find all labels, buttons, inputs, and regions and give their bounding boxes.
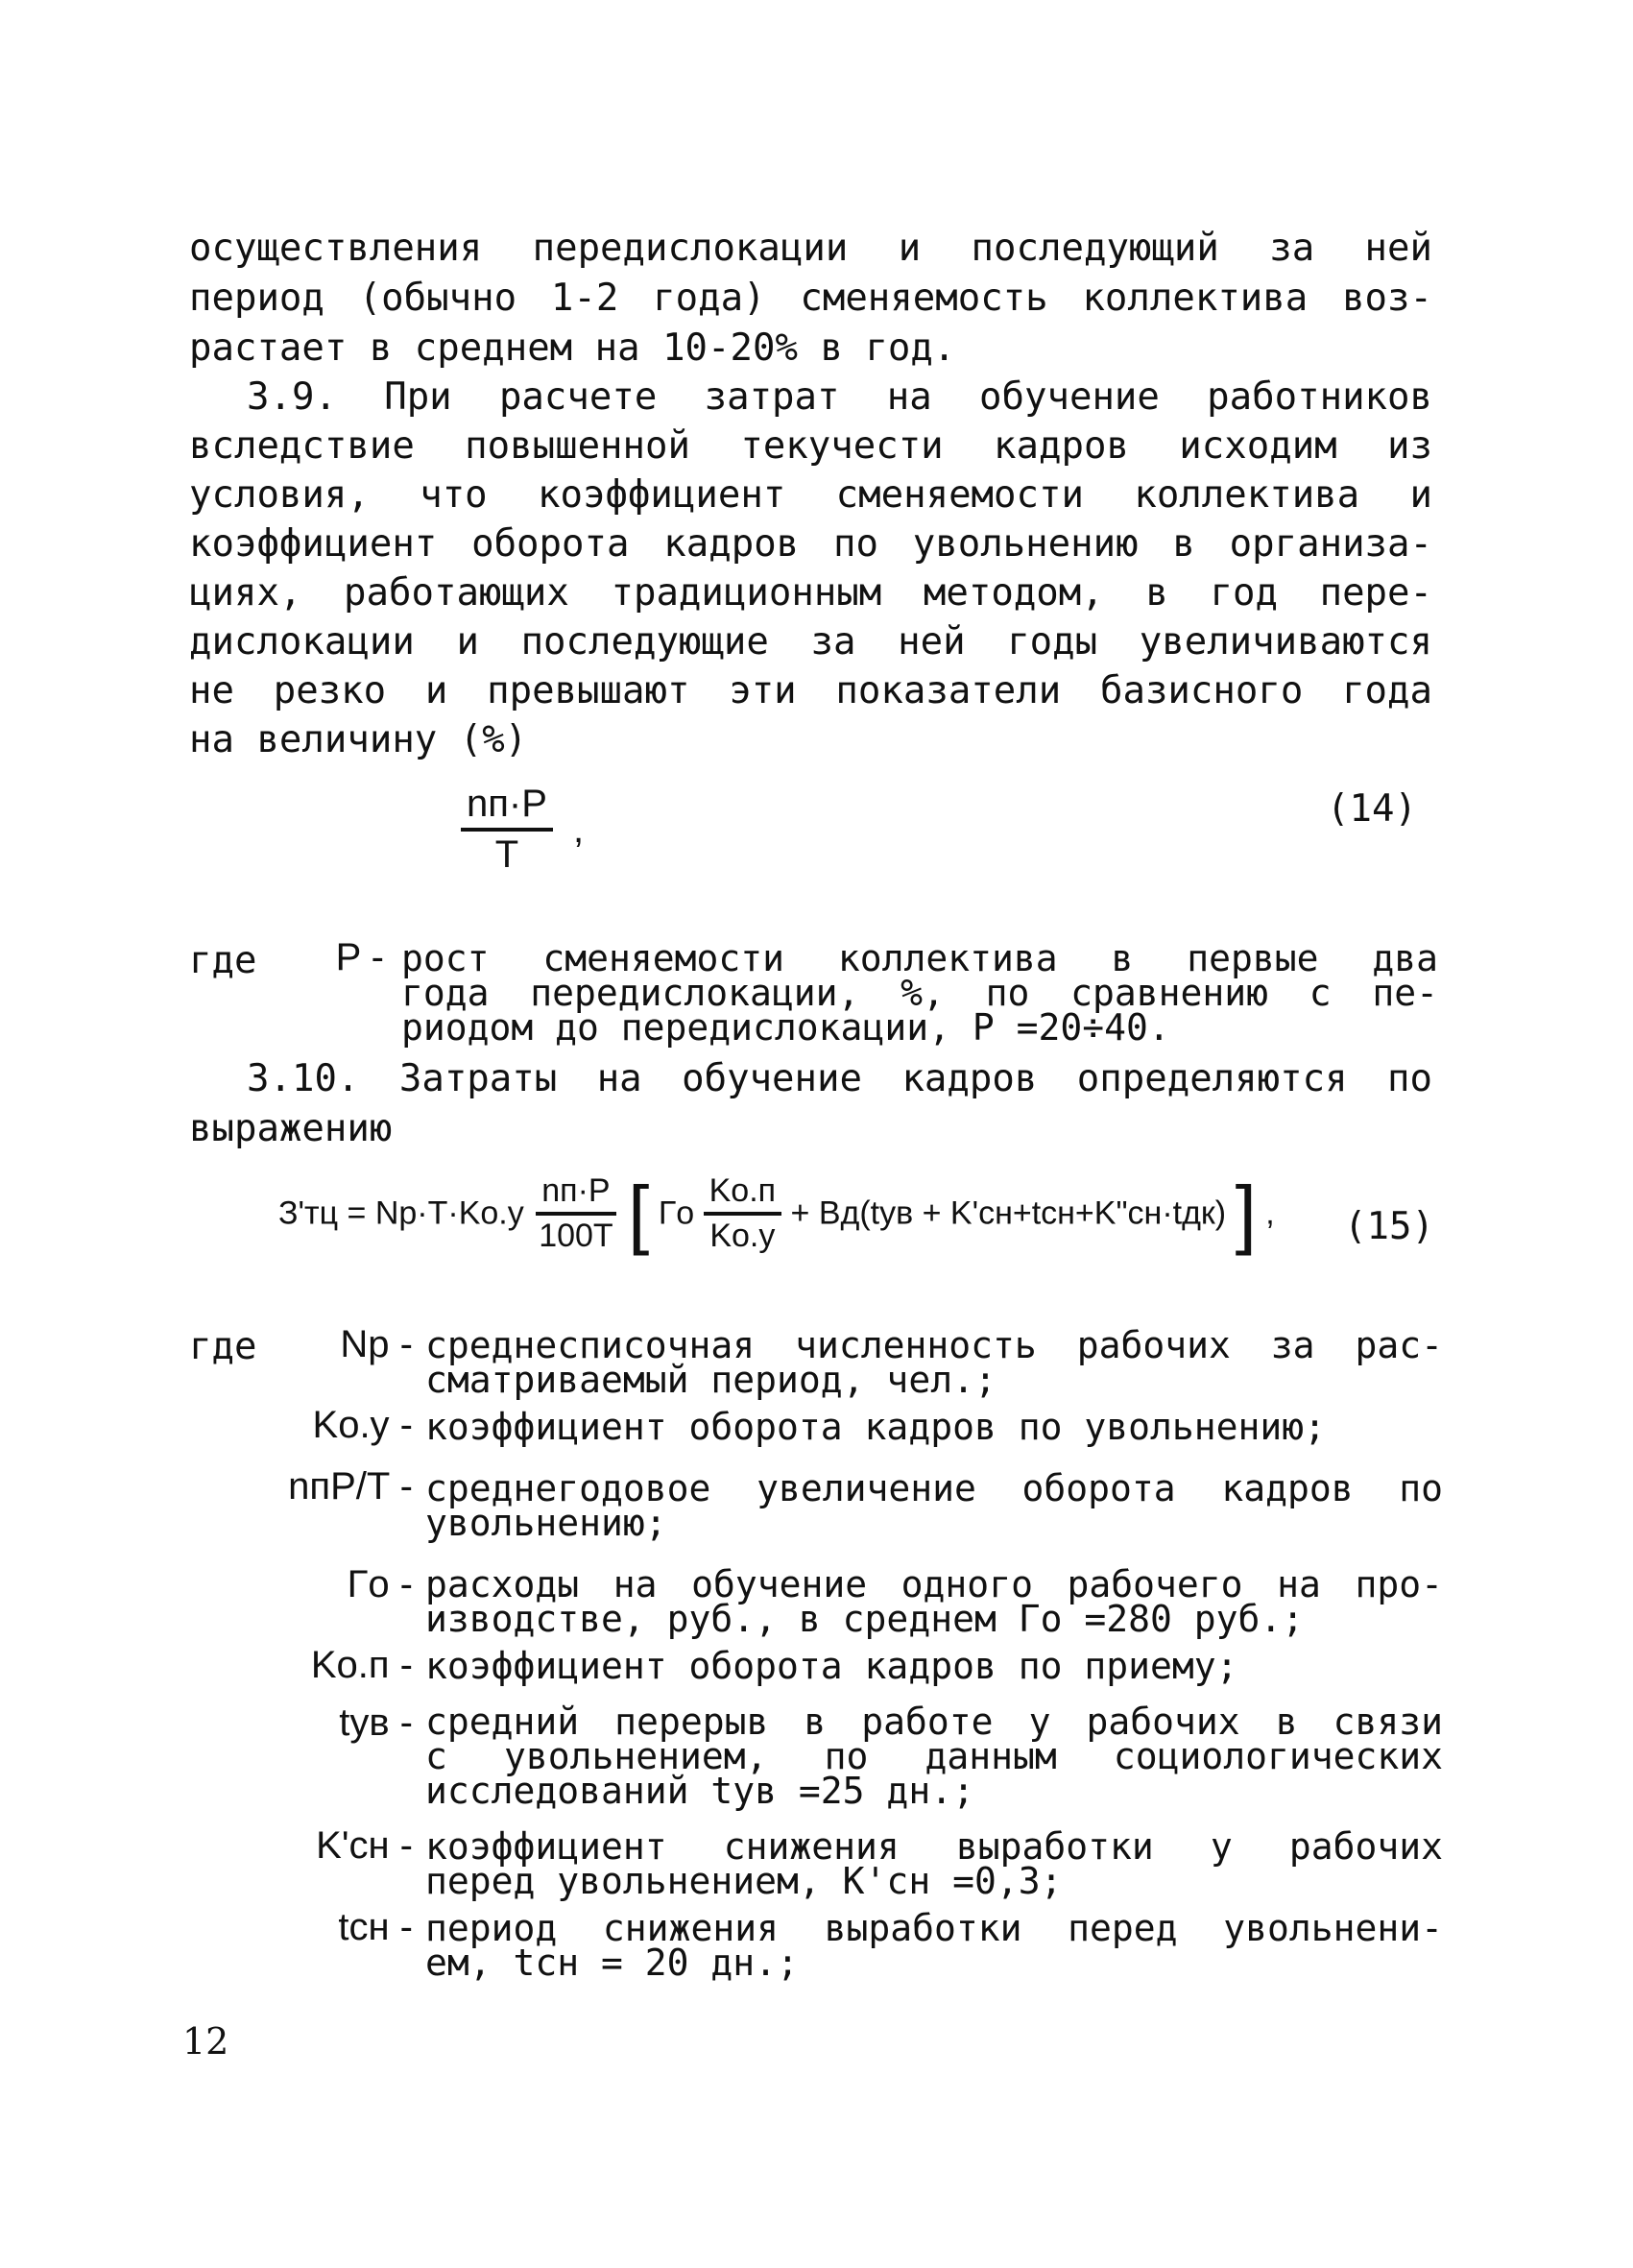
symbol-P: P - [335,936,384,978]
definition-npP-over-T [425,1467,1443,1544]
formula-15-rest: + Bд(tув + K'сн+tсн+K"сн·tдк) [790,1194,1227,1232]
where-label-2: где [189,1325,257,1368]
symbol-tuv: tув - [339,1701,413,1744]
paragraph-intro [189,224,1432,374]
text-line: вследствие повышенной текучести кадров исходим из [189,424,1432,468]
text-line: период (обычно 1-2 года) сменяемость коллектива воз- [189,277,1432,320]
paragraph-3-10 [189,1054,1432,1154]
text-line: с увольнением, по данным социологических [425,1735,1443,1777]
formula-15-ratio [704,1172,781,1255]
formula-15-g0: Гo [658,1194,695,1232]
definition-tsn [425,1907,1443,1984]
where-label-1: где [189,939,257,982]
paragraph-3-9 [189,373,1432,764]
text-line: коэффициент оборота кадров по приему; [425,1645,1238,1687]
definition-Ksn-prime [425,1825,1443,1902]
symbol-Kop: Kо.п - [310,1644,413,1686]
formula-15-ratio-denominator: Kо.у [709,1218,776,1254]
symbol-npP-over-T: nпP/T - [288,1465,413,1508]
text-line: дислокации и последующие за ней годы увеличиваются [189,620,1432,664]
text-line: осуществления передислокации и последующий за ней [189,227,1432,270]
formula-15-frac-denominator: 100T [539,1218,613,1254]
text-line: изводстве, руб., в среднем Гo =280 руб.; [425,1598,1305,1640]
symbol-G0: Гo - [347,1563,413,1605]
definition-Np [425,1324,1443,1401]
text-line: период снижения выработки перед увольнени- [425,1907,1443,1949]
text-line: на величину (%) [189,718,528,761]
formula-14 [461,783,584,877]
formula-15 [278,1170,1275,1258]
text-line: 3.10. Затраты на обучение кадров определяются по [247,1057,1432,1100]
text-line: средний перерыв в работе у рабочих в связи [425,1701,1443,1743]
symbol-Kou: Kо.у - [312,1404,413,1446]
text-line: сматриваемый период, чел.; [425,1359,997,1401]
formula-15-comma: , [1265,1194,1275,1232]
page-number: 12 [182,2020,229,2063]
formula-15-lhs: З'тц = Nр·T·Kо.у [278,1194,524,1232]
text-line: среднесписочная численность рабочих за рас- [425,1324,1443,1366]
symbol-Ksn-prime: K'сн - [316,1824,413,1867]
text-line: коэффициент оборота кадров по увольнению; [425,1406,1326,1448]
formula-14-numerator: nп·P [461,783,553,832]
text-line: исследований tув =25 дн.; [425,1770,974,1812]
formula-15-frac-numerator: nп·P [536,1172,615,1216]
formula-14-comma: , [573,808,585,851]
text-line: не резко и превышают эти показатели базисного года [189,669,1432,712]
equation-number-14: (14) [1327,787,1417,831]
text-line: риодом до передислокации, P =20÷40. [401,1006,1170,1049]
definition-Kou [425,1406,1443,1448]
formula-15-bracket-close: ] [1235,1170,1257,1256]
text-line: ем, tсн = 20 дн.; [425,1942,799,1984]
symbol-Np: Nр - [340,1323,413,1365]
text-line: рост сменяемости коллектива в первые два [401,937,1438,979]
text-line: года передислокации, %, по сравнению с пе- [401,972,1438,1014]
text-line: выражению [189,1107,393,1150]
formula-14-fraction [461,783,553,877]
text-line: коэффициент оборота кадров по увольнению в организа- [189,522,1432,566]
equation-number-15: (15) [1344,1205,1434,1248]
text-line: среднегодовое увеличение оборота кадров по [425,1467,1443,1509]
text-line: расходы на обучение одного рабочего на про- [425,1563,1443,1605]
formula-15-ratio-numerator: Kо.п [704,1172,781,1216]
formula-15-fraction [533,1172,619,1255]
text-line: растает в среднем на 10-20% в год. [189,326,956,370]
text-line: коэффициент снижения выработки у рабочих [425,1825,1443,1868]
formula-14-denominator: T [494,833,519,876]
text-line: циях, работающих традиционным методом, в год пере- [189,571,1432,615]
symbol-tsn: tсн - [338,1906,413,1948]
definition-Kop [425,1645,1443,1687]
text-line: 3.9. При расчете затрат на обучение работников [247,375,1432,419]
definition-P [401,937,1438,1049]
text-line: условия, что коэффициент сменяемости коллектива и [189,473,1432,517]
definition-G0 [425,1563,1443,1640]
formula-15-bracket-open: [ [628,1170,650,1256]
text-line: перед увольнением, K'сн =0,3; [425,1860,1063,1902]
definition-tuv [425,1701,1443,1812]
text-line: увольнению; [425,1502,667,1544]
